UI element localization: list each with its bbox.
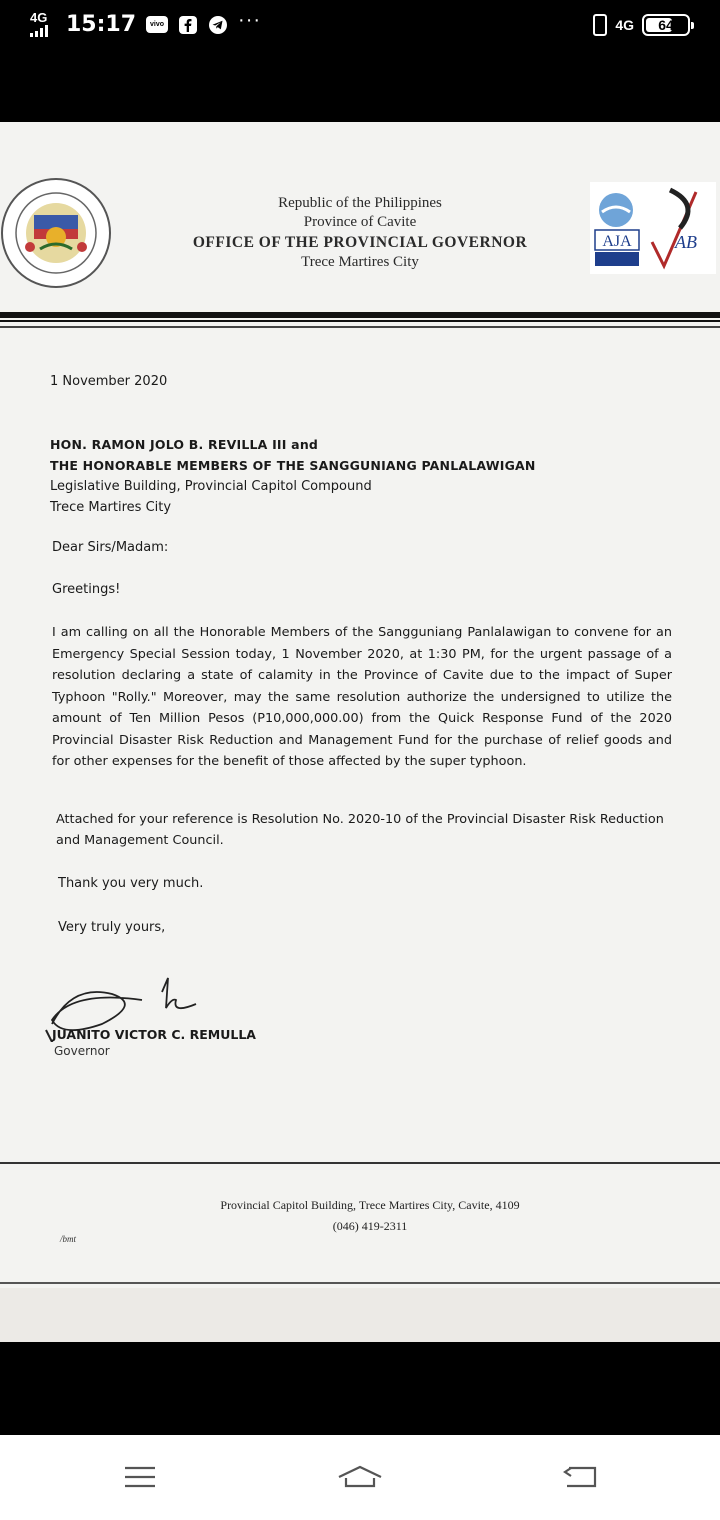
- signal-bars-icon: [30, 25, 56, 37]
- thank-you-line: Thank you very much.: [58, 876, 204, 891]
- letterhead-text: [150, 194, 570, 272]
- letterhead: [0, 122, 720, 312]
- telegram-icon: [208, 15, 228, 35]
- status-right: [593, 14, 690, 36]
- footer-phone: (046) 419-2311: [332, 1219, 408, 1233]
- aja-vab-logo-icon: [590, 182, 716, 274]
- header-rule-thin: [0, 320, 720, 322]
- vab-logo-text: AB: [675, 232, 697, 252]
- footer-rule: [0, 1162, 720, 1164]
- aja-logo-text: AJA: [602, 233, 632, 250]
- network-type: 4G: [30, 10, 48, 25]
- status-left: [30, 9, 262, 37]
- header-rule-thin-2: [0, 326, 720, 328]
- status-bar: [0, 0, 720, 122]
- battery-icon: [642, 14, 690, 36]
- vivo-app-icon: vivo: [146, 16, 168, 33]
- letterhead-city: Trece Martires City: [301, 254, 419, 270]
- letterhead-office: OFFICE OF THE PROVINCIAL GOVERNOR: [192, 234, 528, 251]
- battery-level: 64: [658, 17, 674, 33]
- back-button[interactable]: [550, 1457, 610, 1497]
- typist-initials: /bmt: [60, 1234, 77, 1244]
- more-notifications-icon: ···: [238, 9, 262, 31]
- menu-icon: [123, 1464, 157, 1490]
- provincial-seal-icon: [0, 177, 112, 289]
- letterhead-province: Province of Cavite: [303, 214, 417, 230]
- footer: [150, 1195, 590, 1237]
- back-icon: [561, 1464, 599, 1490]
- home-icon: [336, 1464, 384, 1490]
- clock: 15:17: [66, 12, 137, 37]
- photo-bottom-strip: [0, 1288, 720, 1342]
- home-button[interactable]: [330, 1457, 390, 1497]
- network-type-right: 4G: [615, 17, 634, 33]
- menu-button[interactable]: [110, 1457, 170, 1497]
- attached-paragraph: Attached for your reference is Resolution No. 2020-10 of the Provincial Disaster Risk Reduction and Management Council.: [56, 812, 664, 848]
- header-rule-thick: [0, 312, 720, 318]
- address-line-1: Legislative Building, Provincial Capitol Compound: [50, 479, 372, 494]
- addressee-line-1: HON. RAMON JOLO B. REVILLA III and: [50, 437, 319, 452]
- addressee-line-2: THE HONORABLE MEMBERS OF THE SANGGUNIANG PANLALAWIGAN: [50, 458, 536, 473]
- bottom-edge-rule: [0, 1282, 720, 1284]
- letterhead-republic: Republic of the Philippines: [278, 195, 442, 211]
- navigation-bar: [0, 1435, 720, 1520]
- signer-name: JUANITO VICTOR C. REMULLA: [52, 1027, 256, 1042]
- facebook-icon: [178, 15, 198, 35]
- letter-date: 1 November 2020: [50, 374, 168, 389]
- address-line-2: Trece Martires City: [50, 500, 172, 515]
- salutation: Dear Sirs/Madam:: [52, 540, 169, 555]
- greeting: Greetings!: [52, 582, 121, 597]
- letter-main-paragraph: I am calling on all the Honorable Members of the Sangguniang Panlalawigan to convene for an Emergency Special Session today, 1 November 2020, at 1:30 PM, for the urgent passage of a resolution declaring a state of calamity in the Province of Cavite due to the impact of Super Typhoon "Rolly." Moreover, may the same resolution authorize the undersigned to utilize the amount of Ten Million Pesos (P10,000,000.00) from the Quick Response Fund of the 2020 Provincial Disaster Risk Reduction and Management Fund for the purchase of relief goods and for other expenses for the benefit of those affected by the super typhoon.: [52, 625, 672, 769]
- letter-photo: [0, 122, 720, 1342]
- addressee-block: [50, 434, 536, 518]
- vibrate-icon: [593, 14, 607, 36]
- footer-address: Provincial Capitol Building, Trece Martires City, Cavite, 4109: [220, 1198, 520, 1212]
- closing-line: Very truly yours,: [58, 920, 166, 935]
- signer-title: Governor: [54, 1044, 110, 1058]
- signal-indicator: [30, 12, 56, 37]
